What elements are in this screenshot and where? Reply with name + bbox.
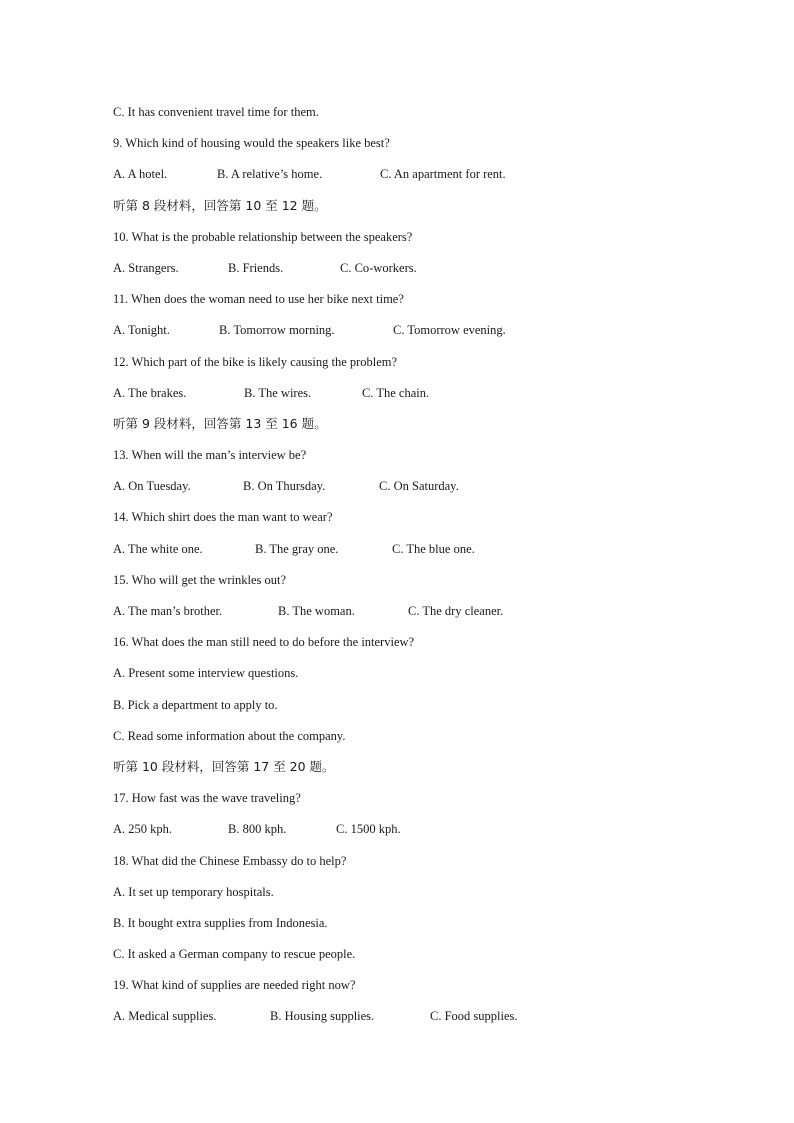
option-c: C. Food supplies. [430,1009,518,1024]
section-heading-8: 听第 8 段材料，回答第 10 至 12 题。 [113,197,327,213]
option-line: C. Read some information about the company. [113,728,346,743]
option-b: B. Housing supplies. [270,1009,375,1024]
options-row-q11 [113,321,713,352]
options-row-q10 [113,259,713,290]
option-c: C. On Saturday. [379,479,459,494]
question-15: 15. Who will get the wrinkles out? [113,572,287,587]
option-b: B. A relative’s home. [217,167,323,182]
options-row-q19 [113,1007,713,1038]
option-line: A. It set up temporary hospitals. [113,884,274,899]
option-a: A. A hotel. [113,167,168,182]
question-12: 12. Which part of the bike is likely causing the problem? [113,354,398,369]
option-b: B. The wires. [244,385,312,400]
question-18: 18. What did the Chinese Embassy do to help? [113,853,347,868]
question-17: 17. How fast was the wave traveling? [113,791,301,806]
option-c: C. Co-workers. [340,260,417,275]
option-c: C. Tomorrow evening. [393,323,506,338]
options-row-q15 [113,602,713,633]
option-line: B. It bought extra supplies from Indonesia. [113,915,328,930]
option-c: C. 1500 kph. [336,822,401,837]
option-line: C. It has convenient travel time for them. [113,105,319,119]
options-row-q9 [113,165,713,196]
option-b: B. The gray one. [255,541,339,556]
option-a: A. Medical supplies. [113,1009,217,1024]
option-a: A. 250 kph. [113,822,173,837]
question-16: 16. What does the man still need to do before the interview? [113,635,415,650]
question-14: 14. Which shirt does the man want to wear? [113,510,333,525]
options-row-q13 [113,477,713,508]
option-c: C. An apartment for rent. [380,167,506,182]
option-c: C. The chain. [362,385,430,400]
section-heading-9: 听第 9 段材料，回答第 13 至 16 题。 [113,415,327,431]
option-line: B. Pick a department to apply to. [113,697,278,712]
document-page [113,103,713,1039]
option-c: C. The dry cleaner. [408,604,504,618]
option-a: A. Strangers. [113,260,179,275]
question-19: 19. What kind of supplies are needed right now? [113,978,356,993]
option-a: A. The white one. [113,541,203,556]
question-10: 10. What is the probable relationship between the speakers? [113,229,413,244]
option-line: C. It asked a German company to rescue people. [113,947,356,962]
option-a: A. Tonight. [113,323,170,338]
question-13: 13. When will the man’s interview be? [113,448,307,463]
option-line: A. Present some interview questions. [113,666,299,681]
options-row-q14 [113,540,713,571]
option-a: A. The brakes. [113,385,187,400]
options-row-q12 [113,384,713,415]
section-heading-10: 听第 10 段材料，回答第 17 至 20 题。 [113,758,335,774]
options-row-q17 [113,820,713,851]
option-b: B. 800 kph. [228,822,287,837]
option-a: A. The man’s brother. [113,604,223,618]
question-9: 9. Which kind of housing would the speakers like best? [113,136,390,151]
option-c: C. The blue one. [392,541,475,556]
option-b: B. Friends. [228,260,284,275]
option-b: B. The woman. [278,604,355,618]
option-b: B. Tomorrow morning. [219,323,335,338]
option-b: B. On Thursday. [243,479,326,494]
option-a: A. On Tuesday. [113,479,191,494]
question-11: 11. When does the woman need to use her bike next time? [113,292,404,307]
